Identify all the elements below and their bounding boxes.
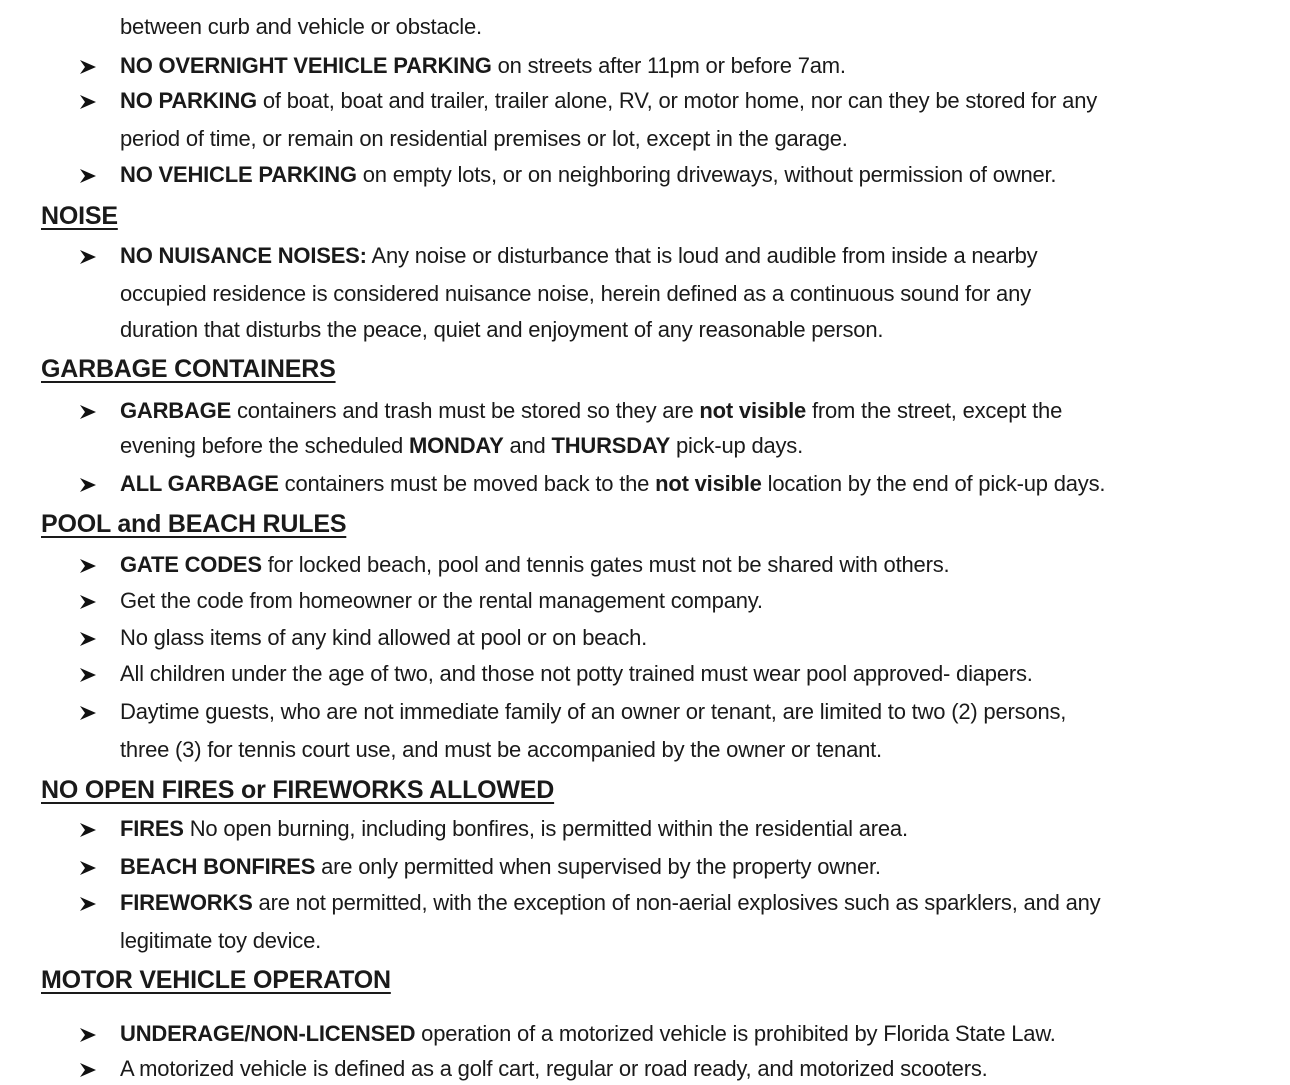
bold-term: GATE CODES bbox=[120, 552, 262, 577]
section-heading-fires: NO OPEN FIRES or FIREWORKS ALLOWED bbox=[41, 776, 555, 804]
bold-term: THURSDAY bbox=[551, 433, 671, 458]
arrowhead-bullet-icon bbox=[80, 1020, 102, 1050]
arrowhead-bullet-icon bbox=[80, 161, 102, 191]
text: between curb and vehicle or obstacle. bbox=[120, 14, 482, 39]
text: Get the code from homeowner or the rental management company. bbox=[120, 588, 763, 613]
bold-term: ALL GARBAGE bbox=[120, 471, 279, 496]
text: containers must be moved back to the bbox=[278, 471, 656, 496]
list-item bbox=[120, 469, 1105, 499]
list-item bbox=[120, 659, 1033, 689]
text: No glass items of any kind allowed at pool or on beach. bbox=[120, 625, 648, 650]
arrowhead-bullet-icon bbox=[80, 1055, 102, 1085]
section-heading-motor: MOTOR VEHICLE OPERATON bbox=[41, 966, 391, 994]
list-item bbox=[120, 586, 763, 616]
list-item bbox=[120, 697, 1066, 727]
text: containers and trash must be stored so they are bbox=[231, 398, 700, 423]
text: All children under the age of two, and those not potty trained must wear pool approved- diapers. bbox=[120, 661, 1033, 686]
text: are not permitted, with the exception of non-aerial explosives such as sparklers, and any bbox=[252, 890, 1101, 915]
arrowhead-bullet-icon bbox=[80, 52, 102, 82]
list-item-continuation bbox=[120, 279, 1031, 309]
bold-term: MONDAY bbox=[408, 433, 504, 458]
text: on streets after 11pm or before 7am. bbox=[491, 53, 846, 78]
arrowhead-bullet-icon bbox=[80, 624, 102, 654]
list-item bbox=[120, 51, 846, 81]
section-heading-pool: POOL and BEACH RULES bbox=[41, 510, 347, 538]
arrowhead-bullet-icon bbox=[80, 87, 102, 117]
list-item-continuation bbox=[120, 12, 482, 42]
bold-term: not visible bbox=[655, 471, 762, 496]
text: of boat, boat and trailer, trailer alone, RV, or motor home, nor can they be stored for any bbox=[256, 88, 1098, 113]
arrowhead-bullet-icon bbox=[80, 853, 102, 883]
list-item bbox=[120, 241, 1037, 271]
arrowhead-bullet-icon bbox=[80, 397, 102, 427]
text: A motorized vehicle is defined as a golf cart, regular or road ready, and motorized scooters. bbox=[120, 1056, 988, 1081]
list-item-continuation bbox=[120, 315, 883, 345]
list-item bbox=[120, 852, 881, 882]
text: location by the end of pick-up days. bbox=[761, 471, 1106, 496]
bold-term: FIREWORKS bbox=[120, 890, 253, 915]
bold-term: BEACH BONFIRES bbox=[120, 854, 316, 879]
text: for locked beach, pool and tennis gates must not be shared with others. bbox=[261, 552, 950, 577]
text: occupied residence is considered nuisance noise, herein defined as a continuous sound for any bbox=[120, 281, 1031, 306]
list-item-continuation bbox=[120, 735, 882, 765]
bold-term: not visible bbox=[699, 398, 807, 423]
list-item bbox=[120, 160, 1056, 190]
list-item bbox=[120, 86, 1097, 116]
bold-term: NO PARKING bbox=[120, 88, 257, 113]
bold-term: GARBAGE bbox=[120, 398, 232, 423]
arrowhead-bullet-icon bbox=[80, 242, 102, 272]
text: evening before the scheduled bbox=[120, 433, 409, 458]
text: three (3) for tennis court use, and must be accompanied by the owner or tenant. bbox=[120, 737, 882, 762]
text: No open burning, including bonfires, is permitted within the residential area. bbox=[183, 816, 908, 841]
section-heading-garbage: GARBAGE CONTAINERS bbox=[41, 355, 336, 383]
text: operation of a motorized vehicle is prohibited by Florida State Law. bbox=[415, 1021, 1056, 1046]
text: Any noise or disturbance that is loud and audible from inside a nearby bbox=[366, 243, 1038, 268]
list-item-continuation bbox=[120, 431, 803, 461]
arrowhead-bullet-icon bbox=[80, 660, 102, 690]
list-item bbox=[120, 396, 1062, 426]
arrowhead-bullet-icon bbox=[80, 889, 102, 919]
text: from the street, except the bbox=[806, 398, 1063, 423]
bold-term: NO OVERNIGHT VEHICLE PARKING bbox=[120, 53, 492, 78]
text: legitimate toy device. bbox=[120, 928, 322, 953]
text: duration that disturbs the peace, quiet and enjoyment of any reasonable person. bbox=[120, 317, 884, 342]
bold-term: NO NUISANCE NOISES: bbox=[120, 243, 367, 268]
list-item bbox=[120, 888, 1100, 918]
text: on empty lots, or on neighboring driveways, without permission of owner. bbox=[356, 162, 1057, 187]
list-item bbox=[120, 814, 908, 844]
arrowhead-bullet-icon bbox=[80, 470, 102, 500]
bold-term: UNDERAGE/NON-LICENSED bbox=[120, 1021, 416, 1046]
text: and bbox=[503, 433, 552, 458]
arrowhead-bullet-icon bbox=[80, 815, 102, 845]
list-item bbox=[120, 1019, 1056, 1049]
bold-term: FIRES bbox=[120, 816, 184, 841]
list-item bbox=[120, 550, 949, 580]
text: pick-up days. bbox=[670, 433, 804, 458]
section-heading-noise: NOISE bbox=[41, 202, 118, 230]
list-item-continuation bbox=[120, 926, 321, 956]
bold-term: NO VEHICLE PARKING bbox=[120, 162, 357, 187]
text: are only permitted when supervised by the property owner. bbox=[315, 854, 881, 879]
text: period of time, or remain on residential premises or lot, except in the garage. bbox=[120, 126, 848, 151]
arrowhead-bullet-icon bbox=[80, 698, 102, 728]
list-item-continuation bbox=[120, 124, 848, 154]
arrowhead-bullet-icon bbox=[80, 551, 102, 581]
list-item bbox=[120, 623, 647, 653]
text: Daytime guests, who are not immediate family of an owner or tenant, are limited to two (2) persons, bbox=[120, 699, 1067, 724]
arrowhead-bullet-icon bbox=[80, 587, 102, 617]
